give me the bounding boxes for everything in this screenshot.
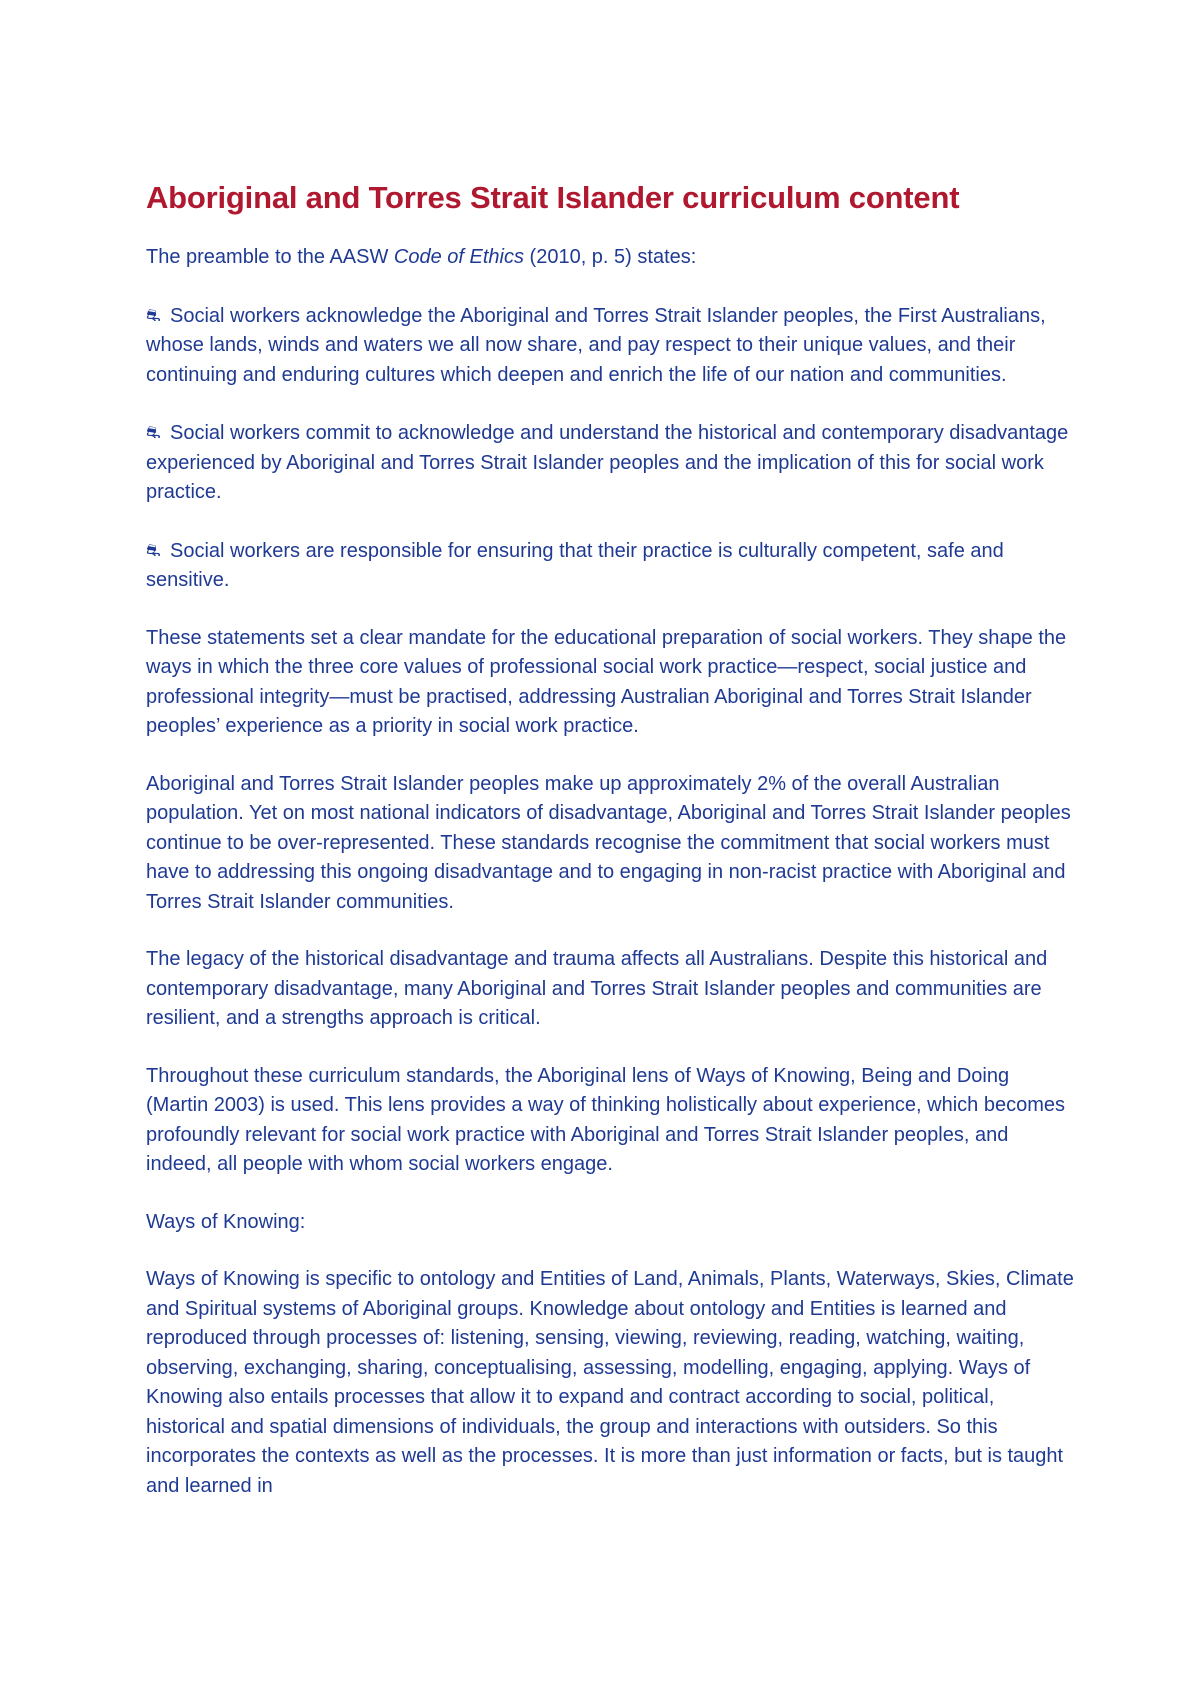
intro-text-after: (2010, p. 5) states: [523, 246, 697, 268]
bullet-item [146, 418, 1076, 508]
bullet-icon: ⛐ [146, 423, 161, 442]
section-paragraph: Ways of Knowing is specific to ontology and Entities of Land, Animals, Plants, Waterways, Skies, Climate and Spiritual systems of Aboriginal groups. Knowledge about ontology and Entities is learned and reproduced through processes of: listening, sensing, viewing, reviewing, reading, watching, waiting, observing, exchanging, sharing, conceptualising, assessing, modelling, engaging, applying. Ways of Knowing also entails processes that allow it to expand and contract according to social, political, historical and spatial dimensions of individuals, the group and interactions with outsiders. So this incorporates the contexts as well as the processes. It is more than just information or facts, but is taught and learned in [146, 1268, 1074, 1497]
bullet-text: Social workers acknowledge the Aboriginal and Torres Strait Islander peoples, the First Australians, whose lands, winds and waters we all now share, and pay respect to their unique values, and their continuing and enduring cultures which deepen and enrich the life of our nation and communities. [146, 304, 1046, 386]
section-heading: Ways of Knowing: [146, 1210, 306, 1233]
bullet-item [146, 536, 1076, 596]
body-paragraph: Aboriginal and Torres Strait Islander peoples make up approximately 2% of the overall Australian population. Yet on most national indicators of disadvantage, Aboriginal and Torres Strait Islander peoples continue to be over-represented. These standards recognise the commitment that social workers must have to addressing this ongoing disadvantage and to engaging in non-racist practice with Aboriginal and Torres Strait Islander communities. [146, 772, 1071, 913]
intro-text-italic: Code of Ethics [393, 246, 524, 268]
bullet-icon: ⛐ [146, 540, 161, 560]
bullet-text: Social workers are responsible for ensuring that their practice is culturally competent, safe and sensitive. [146, 539, 1004, 591]
intro-paragraph [146, 243, 1076, 273]
document-body [146, 178, 1076, 1529]
intro-text-before: The preamble to the AASW [146, 246, 394, 268]
body-paragraph: The legacy of the historical disadvantage and trauma affects all Australians. Despite this historical and contemporary disadvantage, many Aboriginal and Torres Strait Islander peoples and communities are resilient, and a strengths approach is critical. [146, 948, 1048, 1029]
body-paragraph: Throughout these curriculum standards, the Aboriginal lens of Ways of Knowing, Being and Doing (Martin 2003) is used. This lens provides a way of thinking holistically about experience, which becomes profoundly relevant for social work practice with Aboriginal and Torres Strait Islander peoples, and indeed, all people with whom social workers engage. [146, 1064, 1065, 1175]
bullet-item [146, 301, 1076, 391]
bullet-icon: ⛐ [146, 305, 161, 325]
page-title: Aboriginal and Torres Strait Islander curriculum content [146, 180, 960, 215]
body-paragraph: These statements set a clear mandate for the educational preparation of social workers. They shape the ways in which the three core values of professional social work practice—respect, social justice and professional integrity—must be practised, addressing Australian Aboriginal and Torres Strait Islander peoples’ experience as a priority in social work practice. [146, 626, 1067, 737]
bullet-text: Social workers commit to acknowledge and understand the historical and contemporary disadvantage experienced by Aboriginal and Torres Strait Islander peoples and the implication of this for social work practice. [146, 422, 1069, 503]
